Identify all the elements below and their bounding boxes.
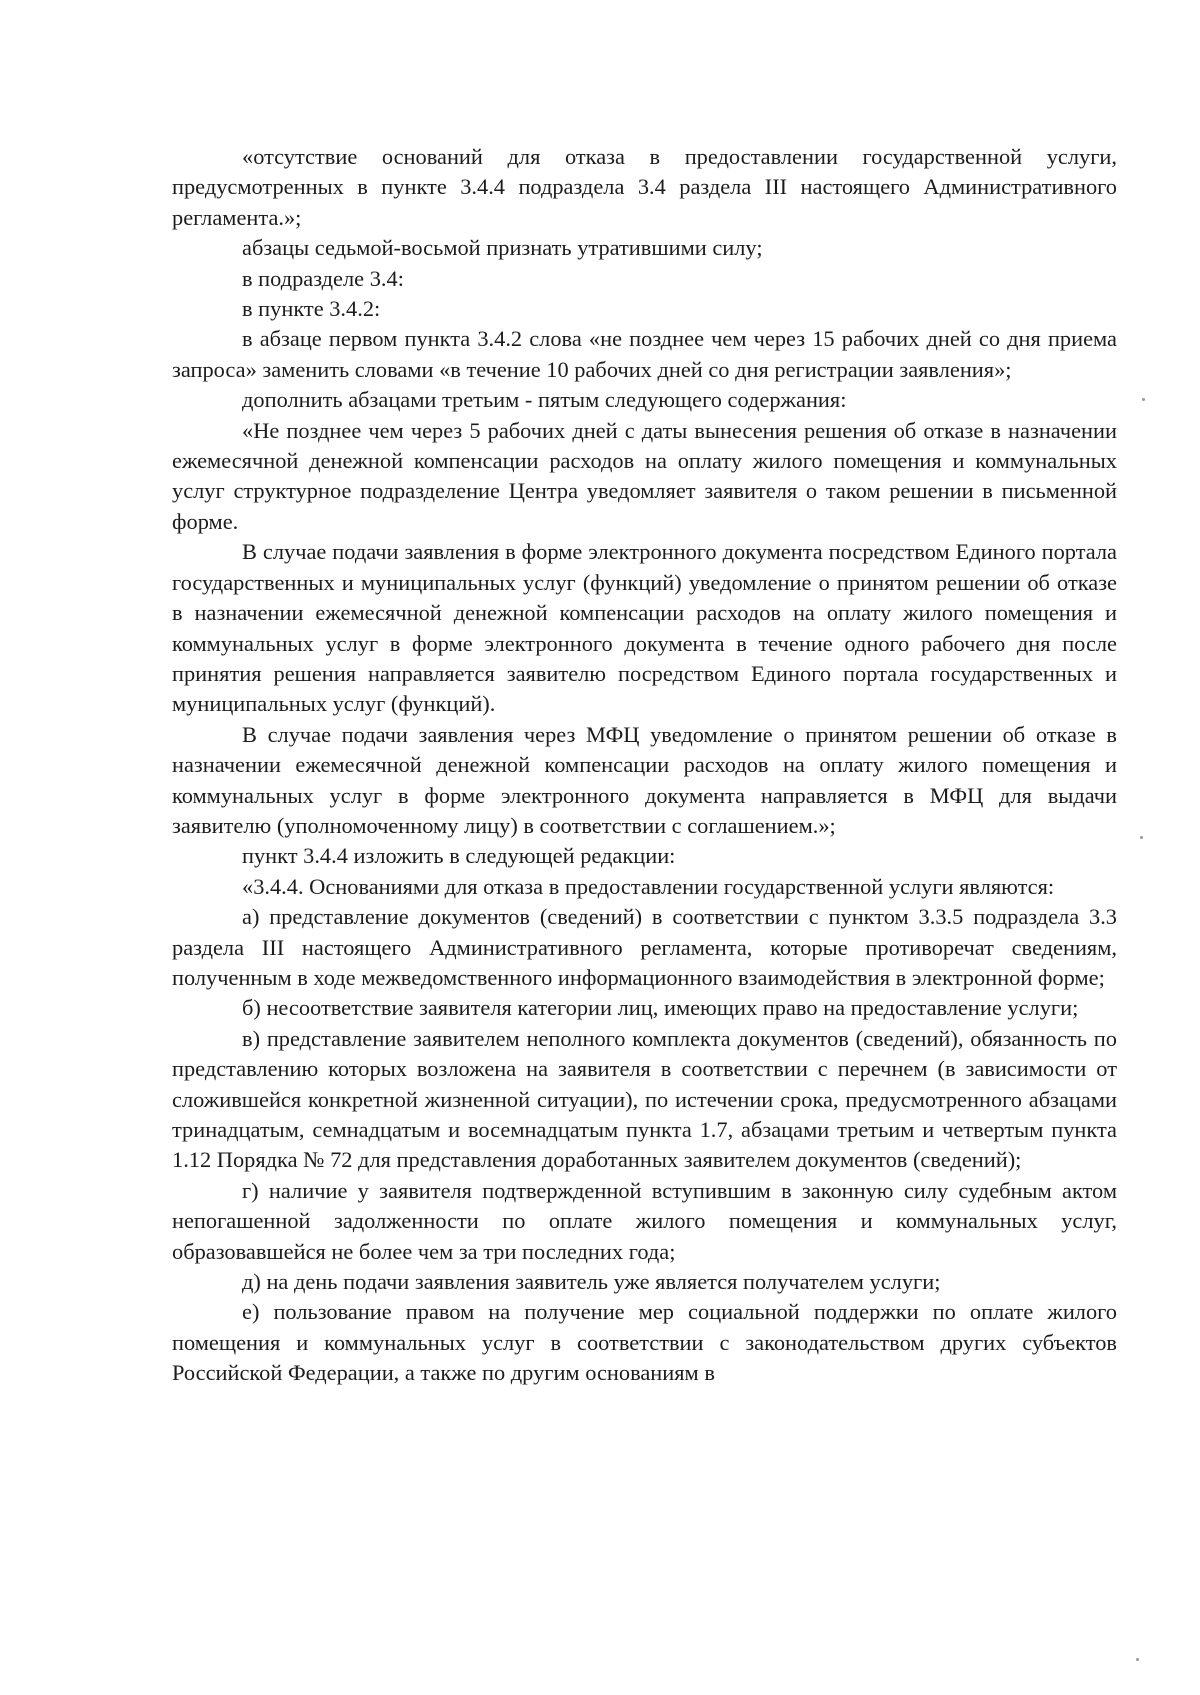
paragraph: в подразделе 3.4:: [242, 265, 404, 291]
paragraph: дополнить абзацами третьим - пятым следующего содержания:: [242, 387, 847, 413]
paragraph: В случае подачи заявления через МФЦ уведомление о принятом решении об отказе в назначении ежемесячной денежной компенсации расходов на оплату жилого помещения и коммунальных услуг в форме электронного документа направляется в МФЦ для выдачи заявителю (уполномоченному лицу) в соответствии с соглашением.»;: [172, 721, 1117, 838]
paragraph: е) пользование правом на получение мер социальной поддержки по оплате жилого помещения и коммунальных услуг в соответствии с законодательством других субъектов Российской Федерации, а также по другим основаниям в: [172, 1299, 1117, 1386]
paragraph: в) представление заявителем неполного комплекта документов (сведений), обязанность по представлению которых возложена на заявителя в соответствии с перечнем (в зависимости от сложившейся конкретной жизненной ситуации), по истечении срока, предусмотренного абзацами тринадцатым, семнадцатым и восемнадцатым пункта 1.7, абзацами третьим и четвертым пункта 1.12 Порядка № 72 для представления доработанных заявителем документов (сведений);: [172, 1025, 1117, 1173]
scan-speck: [1140, 836, 1143, 839]
paragraph: «Не позднее чем через 5 рабочих дней с даты вынесения решения об отказе в назначении ежемесячной денежной компенсации расходов на оплату жилого помещения и коммунальных услуг структурное подразделение Центра уведомляет заявителя о таком решении в письменной форме.: [172, 417, 1117, 534]
paragraph: в абзаце первом пункта 3.4.2 слова «не позднее чем через 15 рабочих дней со дня приема запроса» заменить словами «в течение 10 рабочих дней со дня регистрации заявления»;: [172, 326, 1117, 382]
paragraph: В случае подачи заявления в форме электронного документа посредством Единого портала государственных и муниципальных услуг (функций) уведомление о принятом решении об отказе в назначении ежемесячной денежной компенсации расходов на оплату жилого помещения и коммунальных услуг в форме электронного документа в течение одного рабочего дня после принятия решения направляется заявителю посредством Единого портала государственных и муниципальных услуг (функций).: [172, 539, 1117, 717]
paragraph: а) представление документов (сведений) в соответствии с пунктом 3.3.5 подраздела 3.3 раздела III настоящего Административного регламента, которые противоречат сведениям, полученным в ходе межведомственного информационного взаимодействия в электронной форме;: [172, 904, 1117, 990]
paragraph: б) несоответствие заявителя категории лиц, имеющих право на предоставление услуги;: [242, 995, 1079, 1021]
paragraph: в пункте 3.4.2:: [242, 296, 381, 322]
paragraph: «3.4.4. Основаниями для отказа в предоставлении государственной услуги являются:: [242, 873, 1055, 899]
scan-speck: [1136, 1658, 1139, 1661]
document-body: [172, 142, 1117, 1389]
paragraph: «отсутствие оснований для отказа в предоставлении государственной услуги, предусмотренных в пункте 3.4.4 подраздела 3.4 раздела III настоящего Административного регламента.»;: [172, 144, 1117, 230]
paragraph: абзацы седьмой-восьмой признать утратившими силу;: [242, 235, 763, 261]
paragraph: г) наличие у заявителя подтвержденной вступившим в законную силу судебным актом непогашенной задолженности по оплате жилого помещения и коммунальных услуг, образовавшейся не более чем за три последних года;: [172, 1177, 1117, 1264]
paragraph: д) на день подачи заявления заявитель уже является получателем услуги;: [242, 1269, 941, 1295]
scan-speck: [1142, 398, 1145, 401]
paragraph: пункт 3.4.4 изложить в следующей редакции:: [242, 843, 676, 869]
